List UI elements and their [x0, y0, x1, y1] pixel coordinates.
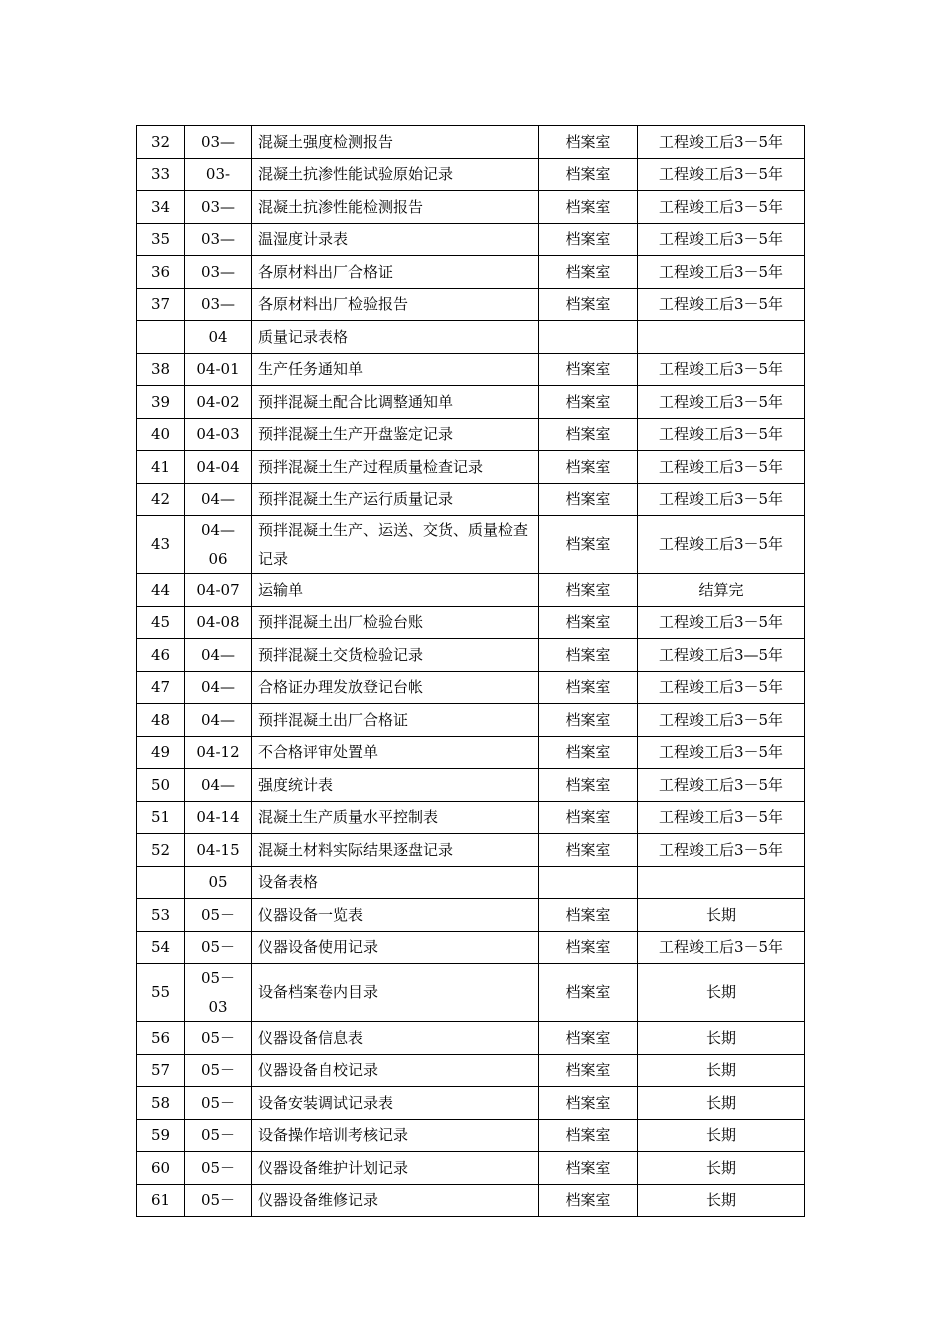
retention-period-cell: 长期: [638, 1022, 805, 1055]
table-row: [137, 964, 805, 1022]
retention-period-cell: 工程竣工后3－5年: [638, 931, 805, 964]
form-code-cell: 05－: [185, 1054, 252, 1087]
section-header-row: [137, 866, 805, 899]
form-code-cell: 03—: [185, 126, 252, 159]
retention-period-cell: 长期: [638, 964, 805, 1022]
form-code-cell: 04-01: [185, 353, 252, 386]
section-header-row: [137, 321, 805, 354]
row-number-cell: 57: [137, 1054, 185, 1087]
retention-period-cell: 工程竣工后3－5年: [638, 769, 805, 802]
retention-period-cell: 工程竣工后3－5年: [638, 126, 805, 159]
retention-period-cell: 工程竣工后3－5年: [638, 834, 805, 867]
form-code-cell: 05－: [185, 1022, 252, 1055]
record-name-cell: 预拌混凝土生产、运送、交货、质量检查记录: [252, 516, 539, 574]
custody-dept-cell: 档案室: [539, 606, 638, 639]
record-name-cell: 预拌混凝土配合比调整通知单: [252, 386, 539, 419]
row-number-cell: [137, 321, 185, 354]
table-row: [137, 516, 805, 574]
table-row: [137, 606, 805, 639]
custody-dept-cell: 档案室: [539, 834, 638, 867]
retention-period-cell: 工程竣工后3－5年: [638, 671, 805, 704]
form-code-cell: 05－: [185, 1087, 252, 1120]
custody-dept-cell: [539, 866, 638, 899]
row-number-cell: 32: [137, 126, 185, 159]
retention-period-cell: 工程竣工后3－5年: [638, 451, 805, 484]
record-name-cell: 仪器设备维护计划记录: [252, 1152, 539, 1185]
record-name-cell: 混凝土强度检测报告: [252, 126, 539, 159]
custody-dept-cell: 档案室: [539, 801, 638, 834]
retention-period-cell: 长期: [638, 899, 805, 932]
form-code-cell: 04-14: [185, 801, 252, 834]
row-number-cell: 52: [137, 834, 185, 867]
table-row: [137, 769, 805, 802]
form-code-cell: 03—: [185, 256, 252, 289]
row-number-cell: 49: [137, 736, 185, 769]
record-name-cell: 运输单: [252, 574, 539, 607]
record-name-cell: 质量记录表格: [252, 321, 539, 354]
record-name-cell: 强度统计表: [252, 769, 539, 802]
record-name-cell: 仪器设备自校记录: [252, 1054, 539, 1087]
row-number-cell: 44: [137, 574, 185, 607]
custody-dept-cell: 档案室: [539, 516, 638, 574]
record-name-cell: 仪器设备一览表: [252, 899, 539, 932]
row-number-cell: 36: [137, 256, 185, 289]
record-name-cell: 混凝土抗渗性能检测报告: [252, 191, 539, 224]
row-number-cell: 48: [137, 704, 185, 737]
custody-dept-cell: 档案室: [539, 451, 638, 484]
custody-dept-cell: 档案室: [539, 574, 638, 607]
form-code-cell: 04— 06: [185, 516, 252, 574]
row-number-cell: 33: [137, 158, 185, 191]
record-name-cell: 仪器设备使用记录: [252, 931, 539, 964]
custody-dept-cell: 档案室: [539, 769, 638, 802]
record-name-cell: 预拌混凝土交货检验记录: [252, 639, 539, 672]
row-number-cell: 46: [137, 639, 185, 672]
record-name-cell: 设备档案卷内目录: [252, 964, 539, 1022]
custody-dept-cell: 档案室: [539, 899, 638, 932]
custody-dept-cell: 档案室: [539, 639, 638, 672]
retention-period-cell: 工程竣工后3－5年: [638, 736, 805, 769]
retention-period-cell: 工程竣工后3－5年: [638, 704, 805, 737]
custody-dept-cell: 档案室: [539, 418, 638, 451]
form-code-cell: 04—: [185, 769, 252, 802]
retention-period-cell: 工程竣工后3－5年: [638, 256, 805, 289]
records-table-body: [137, 126, 805, 1217]
form-code-cell: 03-: [185, 158, 252, 191]
retention-period-cell: 工程竣工后3－5年: [638, 483, 805, 516]
retention-period-cell: 工程竣工后3－5年: [638, 158, 805, 191]
record-name-cell: 混凝土抗渗性能试验原始记录: [252, 158, 539, 191]
custody-dept-cell: 档案室: [539, 671, 638, 704]
table-row: [137, 801, 805, 834]
row-number-cell: 45: [137, 606, 185, 639]
retention-period-cell: [638, 321, 805, 354]
custody-dept-cell: 档案室: [539, 1119, 638, 1152]
custody-dept-cell: 档案室: [539, 704, 638, 737]
table-row: [137, 1119, 805, 1152]
custody-dept-cell: 档案室: [539, 931, 638, 964]
row-number-cell: 56: [137, 1022, 185, 1055]
form-code-cell: 03—: [185, 223, 252, 256]
custody-dept-cell: 档案室: [539, 386, 638, 419]
table-row: [137, 639, 805, 672]
custody-dept-cell: 档案室: [539, 964, 638, 1022]
row-number-cell: 59: [137, 1119, 185, 1152]
table-row: [137, 256, 805, 289]
record-name-cell: 合格证办理发放登记台帐: [252, 671, 539, 704]
row-number-cell: 50: [137, 769, 185, 802]
retention-period-cell: 工程竣工后3－5年: [638, 418, 805, 451]
row-number-cell: 34: [137, 191, 185, 224]
row-number-cell: 41: [137, 451, 185, 484]
table-row: [137, 126, 805, 159]
row-number-cell: 51: [137, 801, 185, 834]
table-row: [137, 736, 805, 769]
retention-period-cell: 长期: [638, 1087, 805, 1120]
records-table: [136, 125, 805, 1217]
table-row: [137, 931, 805, 964]
record-name-cell: 设备表格: [252, 866, 539, 899]
custody-dept-cell: 档案室: [539, 1087, 638, 1120]
form-code-cell: 04-07: [185, 574, 252, 607]
record-name-cell: 生产任务通知单: [252, 353, 539, 386]
custody-dept-cell: 档案室: [539, 1022, 638, 1055]
table-row: [137, 158, 805, 191]
form-code-cell: 05: [185, 866, 252, 899]
table-row: [137, 1152, 805, 1185]
row-number-cell: 61: [137, 1184, 185, 1217]
retention-period-cell: 工程竣工后3－5年: [638, 353, 805, 386]
record-name-cell: 温湿度计录表: [252, 223, 539, 256]
form-code-cell: 04: [185, 321, 252, 354]
table-row: [137, 1054, 805, 1087]
record-name-cell: 仪器设备信息表: [252, 1022, 539, 1055]
row-number-cell: 55: [137, 964, 185, 1022]
retention-period-cell: 工程竣工后3－5年: [638, 801, 805, 834]
custody-dept-cell: 档案室: [539, 353, 638, 386]
form-code-cell: 03—: [185, 288, 252, 321]
table-row: [137, 353, 805, 386]
record-name-cell: 各原材料出厂合格证: [252, 256, 539, 289]
custody-dept-cell: 档案室: [539, 1054, 638, 1087]
record-name-cell: 预拌混凝土生产运行质量记录: [252, 483, 539, 516]
form-code-cell: 04-03: [185, 418, 252, 451]
row-number-cell: 47: [137, 671, 185, 704]
retention-period-cell: 工程竣工后3－5年: [638, 288, 805, 321]
table-row: [137, 704, 805, 737]
form-code-cell: 05－: [185, 1184, 252, 1217]
retention-period-cell: 工程竣工后3－5年: [638, 223, 805, 256]
form-code-cell: 05－: [185, 1152, 252, 1185]
row-number-cell: 58: [137, 1087, 185, 1120]
form-code-cell: 05－: [185, 899, 252, 932]
record-name-cell: 预拌混凝土出厂合格证: [252, 704, 539, 737]
form-code-cell: 05－ 03: [185, 964, 252, 1022]
record-name-cell: 预拌混凝土生产过程质量检查记录: [252, 451, 539, 484]
row-number-cell: 42: [137, 483, 185, 516]
table-row: [137, 451, 805, 484]
retention-period-cell: 工程竣工后3—5年: [638, 639, 805, 672]
form-code-cell: 05－: [185, 931, 252, 964]
retention-period-cell: 长期: [638, 1054, 805, 1087]
record-name-cell: 预拌混凝土出厂检验台账: [252, 606, 539, 639]
table-row: [137, 574, 805, 607]
form-code-cell: 03—: [185, 191, 252, 224]
table-row: [137, 1022, 805, 1055]
form-code-cell: 04-02: [185, 386, 252, 419]
custody-dept-cell: 档案室: [539, 223, 638, 256]
retention-period-cell: 工程竣工后3－5年: [638, 191, 805, 224]
table-row: [137, 483, 805, 516]
record-name-cell: 设备操作培训考核记录: [252, 1119, 539, 1152]
custody-dept-cell: 档案室: [539, 191, 638, 224]
table-row: [137, 191, 805, 224]
table-row: [137, 671, 805, 704]
record-name-cell: 仪器设备维修记录: [252, 1184, 539, 1217]
row-number-cell: 53: [137, 899, 185, 932]
form-code-cell: 04—: [185, 483, 252, 516]
row-number-cell: [137, 866, 185, 899]
custody-dept-cell: 档案室: [539, 288, 638, 321]
table-row: [137, 1184, 805, 1217]
table-row: [137, 386, 805, 419]
retention-period-cell: 工程竣工后3－5年: [638, 386, 805, 419]
row-number-cell: 37: [137, 288, 185, 321]
row-number-cell: 39: [137, 386, 185, 419]
form-code-cell: 04—: [185, 704, 252, 737]
table-row: [137, 223, 805, 256]
row-number-cell: 40: [137, 418, 185, 451]
retention-period-cell: [638, 866, 805, 899]
custody-dept-cell: 档案室: [539, 126, 638, 159]
retention-period-cell: 长期: [638, 1119, 805, 1152]
custody-dept-cell: 档案室: [539, 483, 638, 516]
custody-dept-cell: 档案室: [539, 736, 638, 769]
table-row: [137, 899, 805, 932]
row-number-cell: 54: [137, 931, 185, 964]
row-number-cell: 43: [137, 516, 185, 574]
table-row: [137, 1087, 805, 1120]
table-row: [137, 834, 805, 867]
form-code-cell: 04—: [185, 639, 252, 672]
retention-period-cell: 长期: [638, 1184, 805, 1217]
record-name-cell: 各原材料出厂检验报告: [252, 288, 539, 321]
record-name-cell: 预拌混凝土生产开盘鉴定记录: [252, 418, 539, 451]
record-name-cell: 不合格评审处置单: [252, 736, 539, 769]
custody-dept-cell: 档案室: [539, 256, 638, 289]
form-code-cell: 04-12: [185, 736, 252, 769]
form-code-cell: 05－: [185, 1119, 252, 1152]
retention-period-cell: 工程竣工后3－5年: [638, 516, 805, 574]
retention-period-cell: 长期: [638, 1152, 805, 1185]
form-code-cell: 04-15: [185, 834, 252, 867]
form-code-cell: 04—: [185, 671, 252, 704]
custody-dept-cell: 档案室: [539, 1152, 638, 1185]
form-code-cell: 04-08: [185, 606, 252, 639]
custody-dept-cell: 档案室: [539, 1184, 638, 1217]
record-name-cell: 混凝土材料实际结果逐盘记录: [252, 834, 539, 867]
table-row: [137, 418, 805, 451]
custody-dept-cell: 档案室: [539, 158, 638, 191]
form-code-cell: 04-04: [185, 451, 252, 484]
table-row: [137, 288, 805, 321]
row-number-cell: 38: [137, 353, 185, 386]
record-name-cell: 设备安装调试记录表: [252, 1087, 539, 1120]
record-name-cell: 混凝土生产质量水平控制表: [252, 801, 539, 834]
retention-period-cell: 工程竣工后3－5年: [638, 606, 805, 639]
row-number-cell: 35: [137, 223, 185, 256]
custody-dept-cell: [539, 321, 638, 354]
row-number-cell: 60: [137, 1152, 185, 1185]
retention-period-cell: 结算完: [638, 574, 805, 607]
